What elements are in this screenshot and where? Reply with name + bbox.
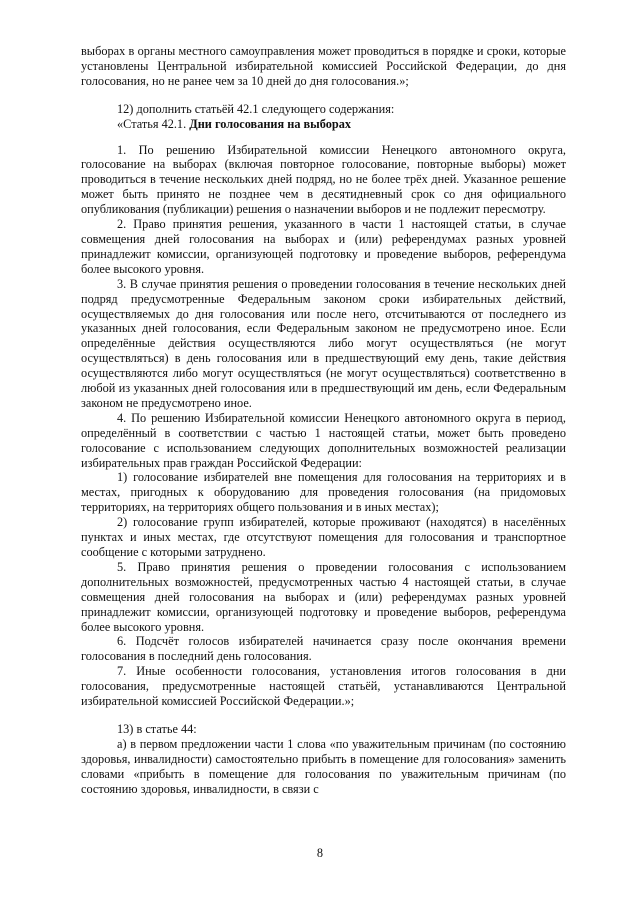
article-heading bbox=[81, 117, 566, 132]
document-body bbox=[81, 44, 566, 797]
article-part-2: 2. Право принятия решения, указанного в части 1 настоящей статьи, в случае совмещения дней голосования на выборах и (или) референдумах разных уровней принадлежит комиссии, организующей подготовку и проведение выборов, референдума более высокого уровня. bbox=[81, 217, 566, 276]
article-part-5: 5. Право принятия решения о проведении голосования с использованием дополнительных возможностей, предусмотренных частью 4 настоящей статьи, в случае совмещения дней голосования на выборах и (или) референдумах разных уровней принадлежит комиссии, организующей подготовку и проведение выборов, референдума более высокого уровня. bbox=[81, 559, 566, 634]
article-title: Дни голосования на выборах bbox=[189, 116, 352, 131]
item-13-a: а) в первом предложении части 1 слова «по уважительным причинам (по состоянию здоровья, инвалидности) самостоятельно прибыть в помещение для голосования» заменить словами «прибыть в помещение для голосования по уважительным причинам (по состоянию здоровья, инвалидности, в связи с bbox=[81, 736, 566, 796]
article-part-1: 1. По решению Избирательной комиссии Ненецкого автономного округа, голосование на выборах (включая повторное голосование, повторные выборы) может проводиться в течение нескольких дней подряд, но не более трёх дней. Указанное решение может быть принято не позднее чем в десятидневный срок со дня официального опубликования (публикации) решения о назначении выборов и не подлежит пересмотру. bbox=[81, 142, 566, 217]
item-12: 12) дополнить статьёй 42.1 следующего содержания: bbox=[117, 101, 395, 116]
page-number: 8 bbox=[316, 846, 324, 860]
article-part-3: 3. В случае принятия решения о проведении голосования в течение нескольких дней подряд предусмотренные Федеральным законом сроки избирательных действий, осуществляемых до дня голосования или после него, отсчитываются от последнего из указанных дней голосования, если Федеральным законом не предусмотрено иное. Если определённые действия осуществляются либо могут осуществляться (не могут осуществляться) в день голосования или в предшествующий ему день, такие действия осуществляются либо могут осуществляться (не могут осуществляться) соответственно в любой из указанных дней голосования или в предшествующий им день, если Федеральным законом не предусмотрено иное. bbox=[81, 276, 566, 410]
article-part-4: 4. По решению Избирательной комиссии Ненецкого автономного округа в период, определённый в соответствии с частью 1 настоящей статьи, может быть проведено голосование с использованием следующих дополнительных возможностей реализации избирательных прав граждан Российской Федерации: bbox=[81, 410, 566, 470]
intro-paragraph: выборах в органы местного самоуправления может проводиться в порядке и сроки, которые установлены Центральной избирательной комиссией Российской Федерации, до дня голосования, но не ранее чем за 10 дней до дня голосования.»; bbox=[81, 44, 566, 88]
article-part-4-item-1: 1) голосование избирателей вне помещения для голосования на территориях и в местах, пригодных к оборудованию для проведения голосования (на придомовых территориях, на территориях общего пользования и в иных местах); bbox=[81, 470, 566, 515]
article-part-4-item-2: 2) голосование групп избирателей, которые проживают (находятся) в населённых пунктах и иных местах, где отсутствуют помещения для голосования и транспортное сообщение с которыми затруднено. bbox=[81, 515, 566, 559]
article-part-6: 6. Подсчёт голосов избирателей начинается сразу после окончания времени голосования в последний день голосования. bbox=[81, 634, 566, 664]
article-prefix: «Статья 42.1. bbox=[117, 116, 190, 131]
item-13: 13) в статье 44: bbox=[117, 721, 197, 736]
article-part-7: 7. Иные особенности голосования, установления итогов голосования в дни голосования, предусмотренные настоящей статьёй, устанавливаются Центральной избирательной комиссией Российской Федерации.»; bbox=[81, 664, 566, 709]
